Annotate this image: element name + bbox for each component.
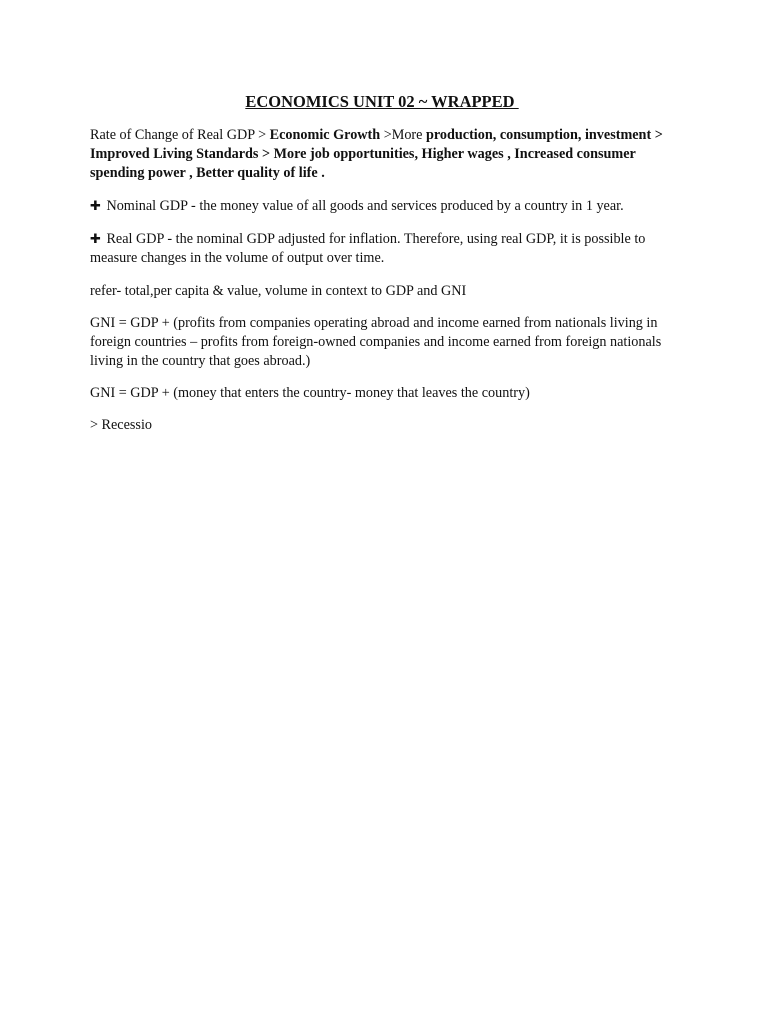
real-gdp-text: Real GDP - the nominal GDP adjusted for inflation. Therefore, using real GDP, it is possible to measure changes in the volume of output over time. xyxy=(90,231,646,266)
real-gdp-paragraph xyxy=(90,230,670,268)
intro-economic-growth: Economic Growth xyxy=(269,127,381,143)
plus-icon: ✚ xyxy=(90,199,101,214)
nominal-gdp-text: Nominal GDP - the money value of all goods and services produced by a country in 1 year. xyxy=(106,198,624,214)
nominal-gdp-paragraph xyxy=(90,197,670,216)
gni-definition-1: GNI = GDP + (profits from companies operating abroad and income earned from nationals living in foreign countries – profits from foreign-owned companies and income earned from foreign nationals living in the country that goes abroad.) xyxy=(90,315,662,369)
intro-lead: Rate of Change of Real GDP > xyxy=(90,127,270,143)
intro-paragraph xyxy=(90,126,670,183)
refer-paragraph: refer- total,per capita & value, volume in context to GDP and GNI xyxy=(90,283,467,299)
gni-definition-2: GNI = GDP + (money that enters the country- money that leaves the country) xyxy=(90,385,530,401)
intro-chain: production, consumption, investment > Improved Living Standards > More job opportunities, Higher wages , Increased consumer spending power , Better quality of life . xyxy=(90,127,663,181)
plus-icon: ✚ xyxy=(90,232,101,247)
recession-heading: > Recessio xyxy=(90,417,152,433)
document-page xyxy=(90,92,670,449)
intro-more: >More xyxy=(380,127,426,143)
document-title: ECONOMICS UNIT 02 ~ WRAPPED xyxy=(245,92,519,111)
